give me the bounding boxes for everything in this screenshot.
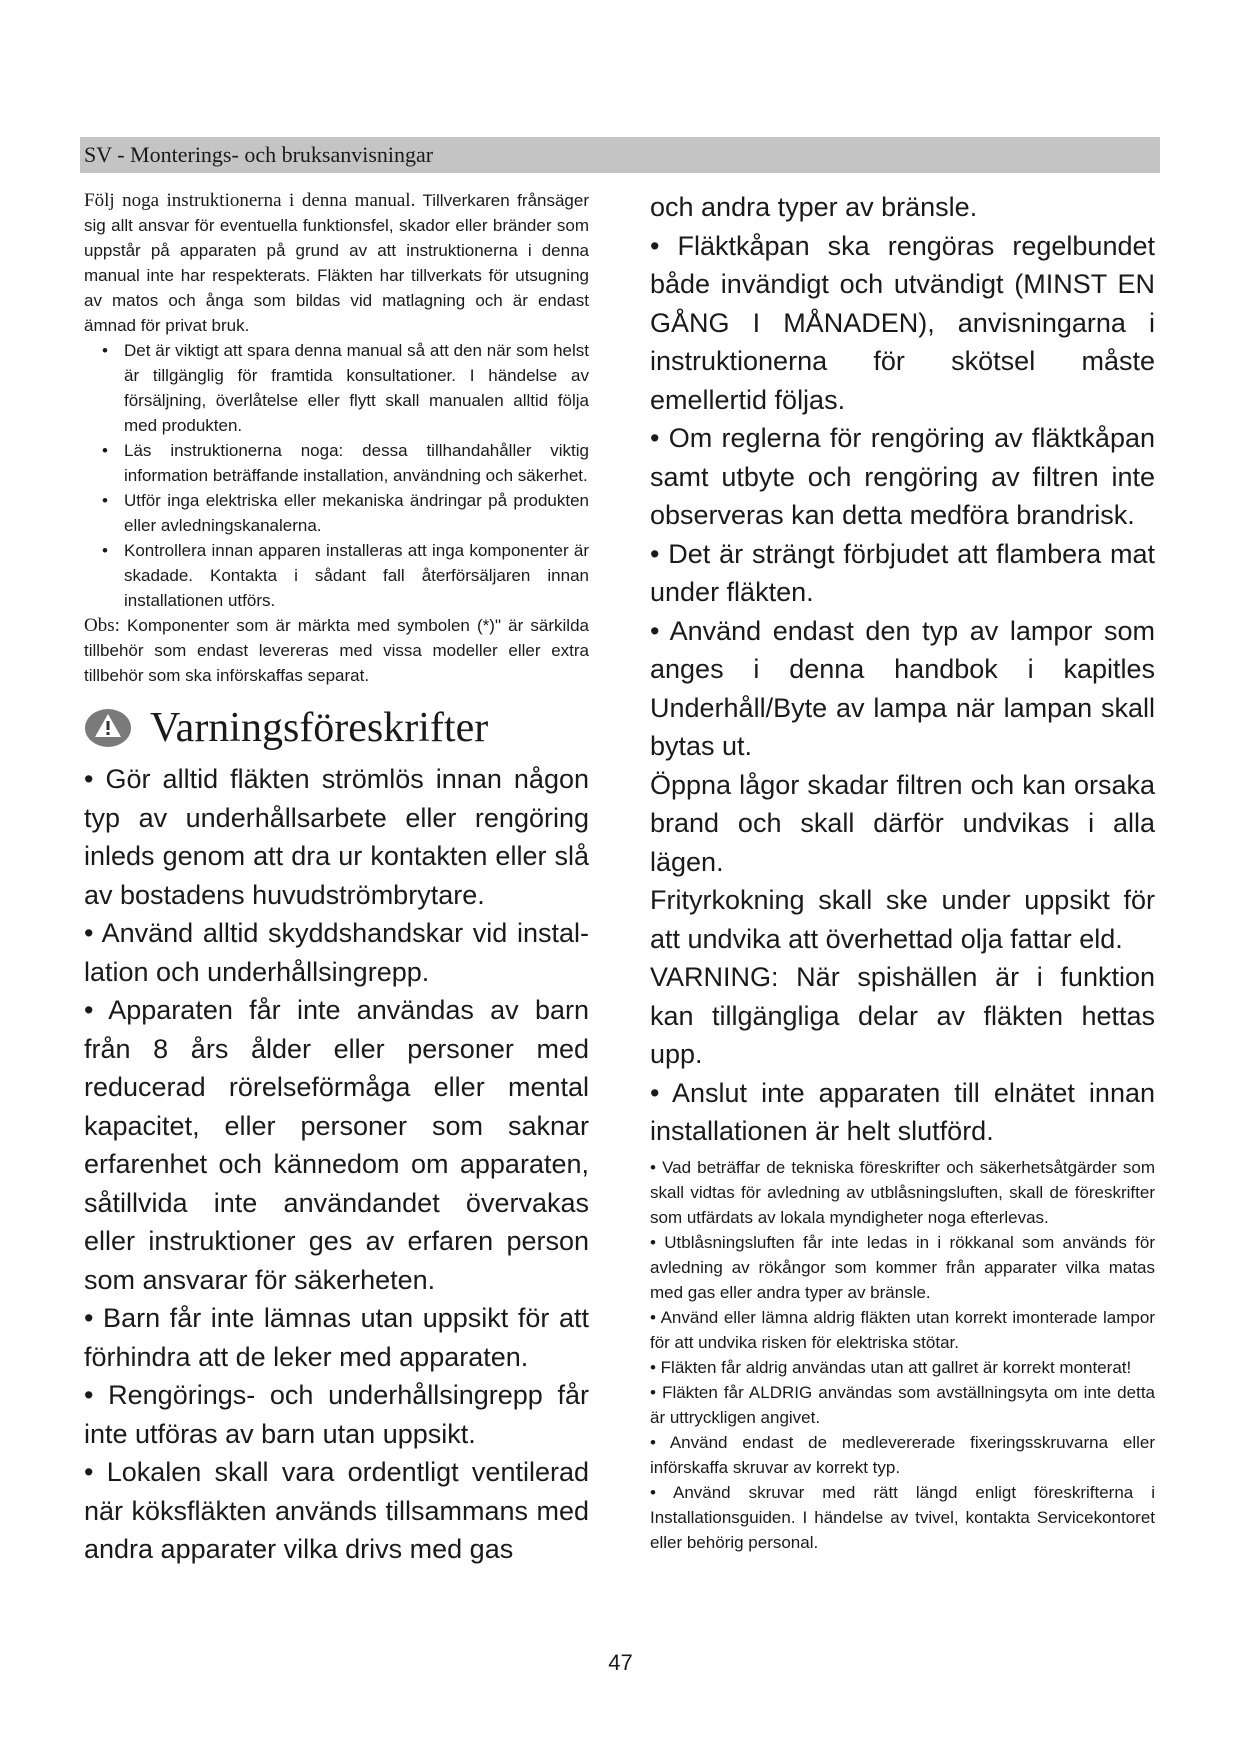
warning-triangle-icon <box>84 704 132 752</box>
warning-item: • Rengörings- och underhållsingrepp får inte utföras av barn utan uppsikt. <box>84 1380 589 1449</box>
obs-text: Komponenter som är märkta med symbolen (*)" är särkilda tillbehör som endast levereras med vissa modeller eller extra tillbehör som ska införskaffas separat. <box>84 616 589 685</box>
page-number: 47 <box>608 1650 633 1675</box>
warning-heading <box>84 704 589 752</box>
warning-item: • Apparaten får inte användas av barn från 8 års ålder eller personer med reducerad rörelseförmåga eller mental kapacitet, eller personer som saknar erfarenhet och kännedom om apparaten, såtillvida inte användandet övervakas eller instruktioner ges av erfaren person som ansvarar för säkerheten. <box>84 995 589 1295</box>
obs-label: Obs: <box>84 615 120 636</box>
warning-small-item: • Använd eller lämna aldrig fläkten utan korrekt imonterade lampor för att undvika risken för elektriska stötar. <box>650 1307 1155 1352</box>
warning-small-item: • Utblåsningsluften får inte ledas in i rökkanal som används för avledning av rökångor som kommer från apparater vilka matas med gas eller andra typer av bränsle. <box>650 1232 1155 1302</box>
intro-serif-start: Följ noga instruktionerna i denna manual. <box>84 190 416 211</box>
warning-item: och andra typer av bränsle. <box>650 192 978 222</box>
intro-bullet: • Kontrollera innan apparen installeras att inga komponenter är skadade. Kontakta i sådant fall återförsäljaren innan installationen utförs. <box>102 541 589 610</box>
warning-item: • Gör alltid fläkten strömlös innan någon typ av underhållsarbete eller rengöring inleds genom att dra ur kontakten eller slå av bostadens huvudströmbrytare. <box>84 764 589 910</box>
warning-item: • Använd alltid skyddshandskar vid instal-lation och underhållsingrepp. <box>84 918 589 987</box>
intro-paragraph <box>84 188 589 338</box>
warning-item: Frityrkokning skall ske under uppsikt för att undvika att överhettad olja fattar eld. <box>650 885 1155 954</box>
warning-item: • Lokalen skall vara ordentligt ventilerad när köksfläkten används tillsammans med andra apparater vilka drivs med gas <box>84 1457 589 1564</box>
left-column <box>84 188 589 1569</box>
warning-item: • Barn får inte lämnas utan uppsikt för att förhindra att de leker med apparaten. <box>84 1303 589 1372</box>
section-header: SV - Monterings- och bruksanvisningar <box>80 137 1160 173</box>
obs-note <box>84 613 589 688</box>
warning-item: Öppna lågor skadar filtren och kan orsaka brand och skall därför undvikas i alla lägen. <box>650 769 1155 877</box>
warning-item: • Använd endast den typ av lampor som anges i denna handbok i kapitles Underhåll/Byte av lampa när lampan skall bytas ut. <box>650 615 1155 761</box>
right-column <box>650 188 1155 1555</box>
warning-item: VARNING: När spishällen är i funktion kan tillgängliga delar av fläkten hettas upp. <box>650 962 1155 1069</box>
warning-small-item: • Använd endast de medlevererade fixeringsskruvarna eller införskaffa skruvar av korrekt typ. <box>650 1432 1155 1477</box>
intro-bullet: • Utför inga elektriska eller mekaniska ändringar på produkten eller avledningskanalerna. <box>102 491 589 535</box>
intro-bullet: • Läs instruktionerna noga: dessa tillhandahåller viktig information beträffande installation, användning och säkerhet. <box>102 441 589 485</box>
intro-bullet: • Det är viktigt att spara denna manual så att den när som helst är tillgänglig för framtida konsultationer. I händelse av försäljning, överlåtelse eller flytt skall manualen alltid följa med produkten. <box>102 341 589 435</box>
warning-small-item: • Använd skruvar med rätt längd enligt föreskrifterna i Installationsguiden. I händelse av tvivel, kontakta Servicekontoret eller behörig personal. <box>650 1482 1155 1552</box>
warning-title: Varningsföreskrifter <box>150 705 489 751</box>
warning-item: • Det är strängt förbjudet att flambera mat under fläkten. <box>650 538 1155 607</box>
warning-small-item: • Fläkten får ALDRIG användas som avställningsyta om inte detta är uttryckligen angivet. <box>650 1382 1155 1427</box>
intro-rest: Tillverkaren frånsäger sig allt ansvar för eventuella funktionsfel, skador eller bränder som uppstår på apparaten på grund av att instruktionerna i denna manual inte har respekterats. Fläkten har tillverkats för utsugning av matos och ånga som bildas vid matlagning och är endast ämnad för privat bruk. <box>84 191 589 335</box>
warning-item: • Fläktkåpan ska rengöras regelbundet både invändigt och utvändigt (MINST EN GÅNG I MÅNADEN), anvisningarna i instruktionerna för skötsel måste emellertid följas. <box>650 230 1155 415</box>
warning-item: • Om reglerna för rengöring av fläktkåpan samt utbyte och rengöring av filtren inte observeras kan detta medföra brandrisk. <box>650 423 1155 530</box>
warning-item: • Anslut inte apparaten till elnätet innan installationen är helt slutförd. <box>650 1077 1155 1146</box>
warning-small-item: • Vad beträffar de tekniska föreskrifter och säkerhetsåtgärder som skall vidtas för avledning av utblåsningsluften, skall de föreskrifter som utfärdats av lokala myndigheter noga efterlevas. <box>650 1157 1155 1227</box>
warning-small-item: • Fläkten får aldrig användas utan att gallret är korrekt monterat! <box>650 1357 1132 1377</box>
